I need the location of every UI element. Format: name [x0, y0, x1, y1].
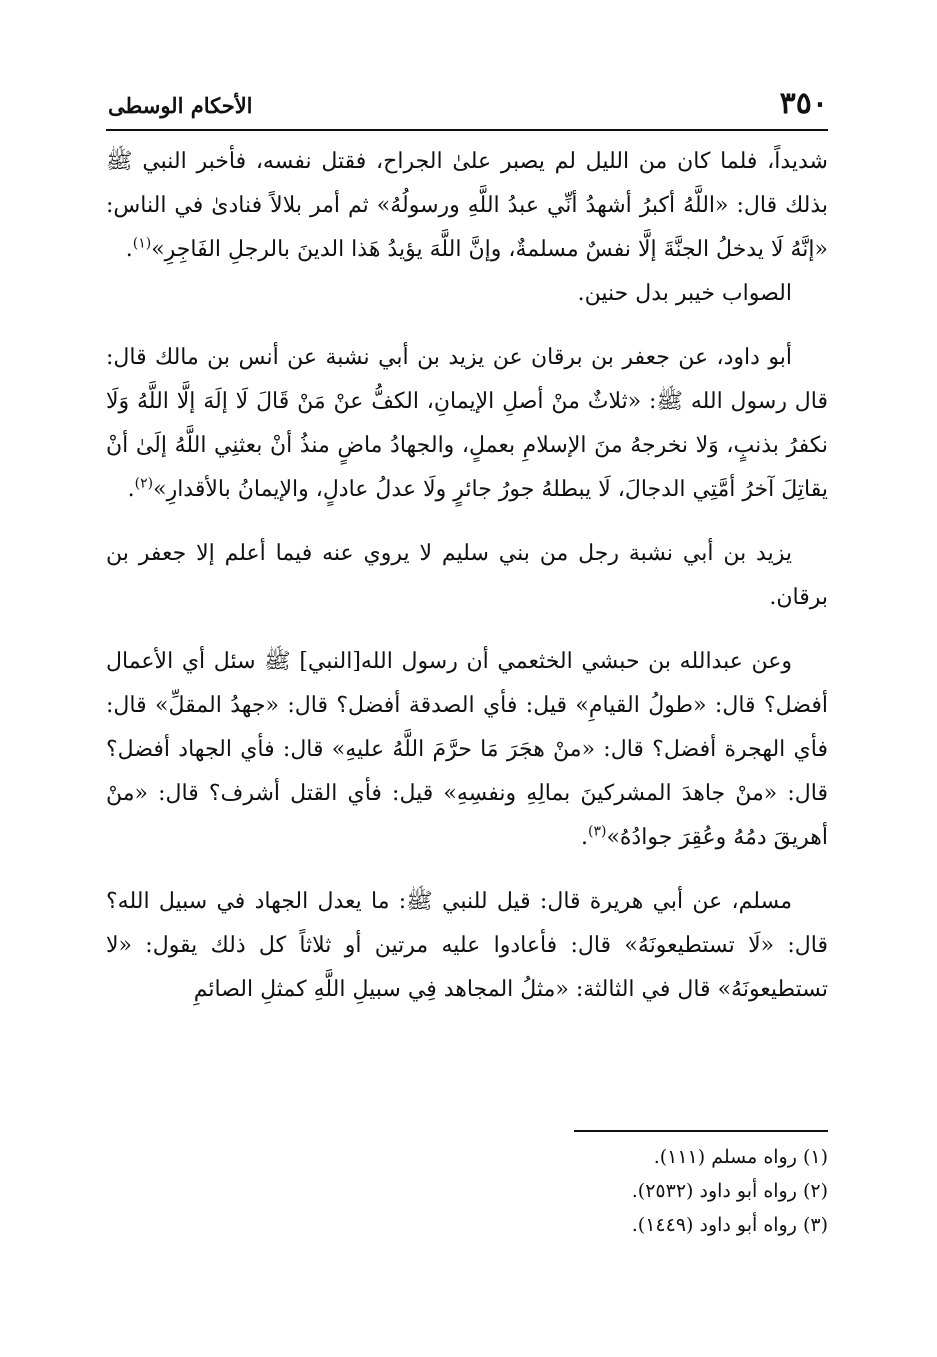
paragraph-5: مسلم، عن أبي هريرة قال: قيل للنبي ﷺ: ما يعدل الجهاد في سبيل الله؟ قال: «لَا تستطيعونَهُ» قال: فأعادوا عليه مرتين أو ثلاثاً كل ذلك يقول: «لا تستطيعونَهُ» قال في الثالثة: «مثلُ المجاهد فِي سبيلِ اللَّهِ كمثلِ الصائمِ [106, 889, 828, 1002]
page-header [108, 86, 828, 126]
paragraph-2-text: أبو داود، عن جعفر بن برقان عن يزيد بن أبي نشبة عن أنس بن مالك قال: قال رسول الله ﷺ: «ثلاثٌ منْ أصلِ الإيمانِ، الكفُّ عنْ مَنْ قَالَ لَا إلَهَ إلَّا اللَّهُ وَلَا نكفرُ بذنبٍ، وَلا نخرجهُ منَ الإسلامِ بعملٍ، والجهادُ ماضٍ منذُ أنْ بعثنِي اللَّهُ إلَىٰ أنْ يقاتِلَ آخرُ أمَّتِي الدجالَ، لَا يبطلهُ جورُ جائرٍ ولَا عدلُ عادلٍ، والإيمانُ بالأقدارِ» [106, 345, 828, 502]
footnote-ref-3: (٣) [587, 823, 607, 840]
footnote-ref-2: (٢) [134, 475, 154, 492]
paragraph-3: يزيد بن أبي نشبة رجل من بني سليم لا يروي عنه فيما أعلم إلا جعفر بن برقان. [106, 541, 828, 610]
paragraph-2: أبو داود، عن جعفر بن برقان عن يزيد بن أبي نشبة عن أنس بن مالك قال: قال رسول الله ﷺ: «ثلاثٌ منْ أصلِ الإيمانِ، الكفُّ عنْ مَنْ قَالَ لَا إلَهَ إلَّا اللَّهُ وَلَا نكفرُ بذنبٍ، وَلا نخرجهُ منَ الإسلامِ بعملٍ، والجهادُ ماضٍ منذُ أنْ بعثنِي اللَّهُ إلَىٰ أنْ يقاتِلَ آخرُ أمَّتِي الدجالَ، لَا يبطلهُ جورُ جائرٍ ولَا عدلُ عادلٍ، والإيمانُ بالأقدارِ»$^{(٢)}$. [106, 345, 828, 502]
footnote-1: (١) رواه مسلم (١١١). [653, 1146, 828, 1168]
paragraph-1: شديداً، فلما كان من الليل لم يصبر علىٰ الجراح، فقتل نفسه، فأخبر النبي ﷺ بذلك قال: «اللَّهُ أكبرُ أشهدُ أنِّي عبدُ اللَّهِ ورسولُهُ» ثم أمر بلالاً فنادىٰ في الناس: «إنَّهُ لَا يدخلُ الجنَّةَ إلَّا نفسٌ مسلمةٌ، وإنَّ اللَّهَ يؤيدُ هَذا الدينَ بالرجلِ الفَاجِرِ»$^{(١)}$. [106, 149, 828, 262]
editor-note: الصواب خيبر بدل حنين. [577, 281, 792, 306]
footnote-3: (٣) رواه أبو داود (١٤٤٩). [631, 1214, 828, 1236]
header-rule [106, 129, 828, 131]
paragraph-1-text: شديداً، فلما كان من الليل لم يصبر علىٰ الجراح، فقتل نفسه، فأخبر النبي ﷺ بذلك قال: «اللَّهُ أكبرُ أشهدُ أنِّي عبدُ اللَّهِ ورسولُهُ» ثم أمر بلالاً فنادىٰ في الناس: «إنَّهُ لَا يدخلُ الجنَّةَ إلَّا نفسٌ مسلمةٌ، وإنَّ اللَّهَ يؤيدُ هَذا الدينَ بالرجلِ الفَاجِرِ» [106, 149, 828, 262]
paragraph-4-text: وعن عبدالله بن حبشي الخثعمي أن رسول الله[النبي] ﷺ سئل أي الأعمال أفضل؟ قال: «طولُ القيامِ» قيل: فأي الصدقة أفضل؟ قال: «جهدُ المقلِّ» قال: فأي الهجرة أفضل؟ قال: «منْ هجَرَ مَا حرَّمَ اللَّهُ عليهِ» قال: فأي الجهاد أفضل؟ قال: «منْ جاهدَ المشركينَ بمالِهِ ونفسِهِ» قيل: فأي القتل أشرف؟ قال: «منْ أهريقَ دمُهُ وعُقِرَ جوادُهُ» [106, 649, 828, 850]
running-title: الأحكام الوسطى [108, 93, 253, 118]
footnote-ref-1: (١) [132, 235, 152, 252]
footnotes [106, 1140, 828, 1242]
footnote-rule [574, 1130, 828, 1132]
page-number: ٣٥٠ [779, 86, 828, 121]
main-text [106, 140, 828, 1012]
paragraph-4: وعن عبدالله بن حبشي الخثعمي أن رسول الله[النبي] ﷺ سئل أي الأعمال أفضل؟ قال: «طولُ القيامِ» قيل: فأي الصدقة أفضل؟ قال: «جهدُ المقلِّ» قال: فأي الهجرة أفضل؟ قال: «منْ هجَرَ مَا حرَّمَ اللَّهُ عليهِ» قال: فأي الجهاد أفضل؟ قال: «منْ جاهدَ المشركينَ بمالِهِ ونفسِهِ» قيل: فأي القتل أشرف؟ قال: «منْ أهريقَ دمُهُ وعُقِرَ جوادُهُ»$^{(٣)}$. [106, 649, 828, 850]
footnote-2: (٢) رواه أبو داود (٢٥٣٢). [631, 1180, 828, 1202]
